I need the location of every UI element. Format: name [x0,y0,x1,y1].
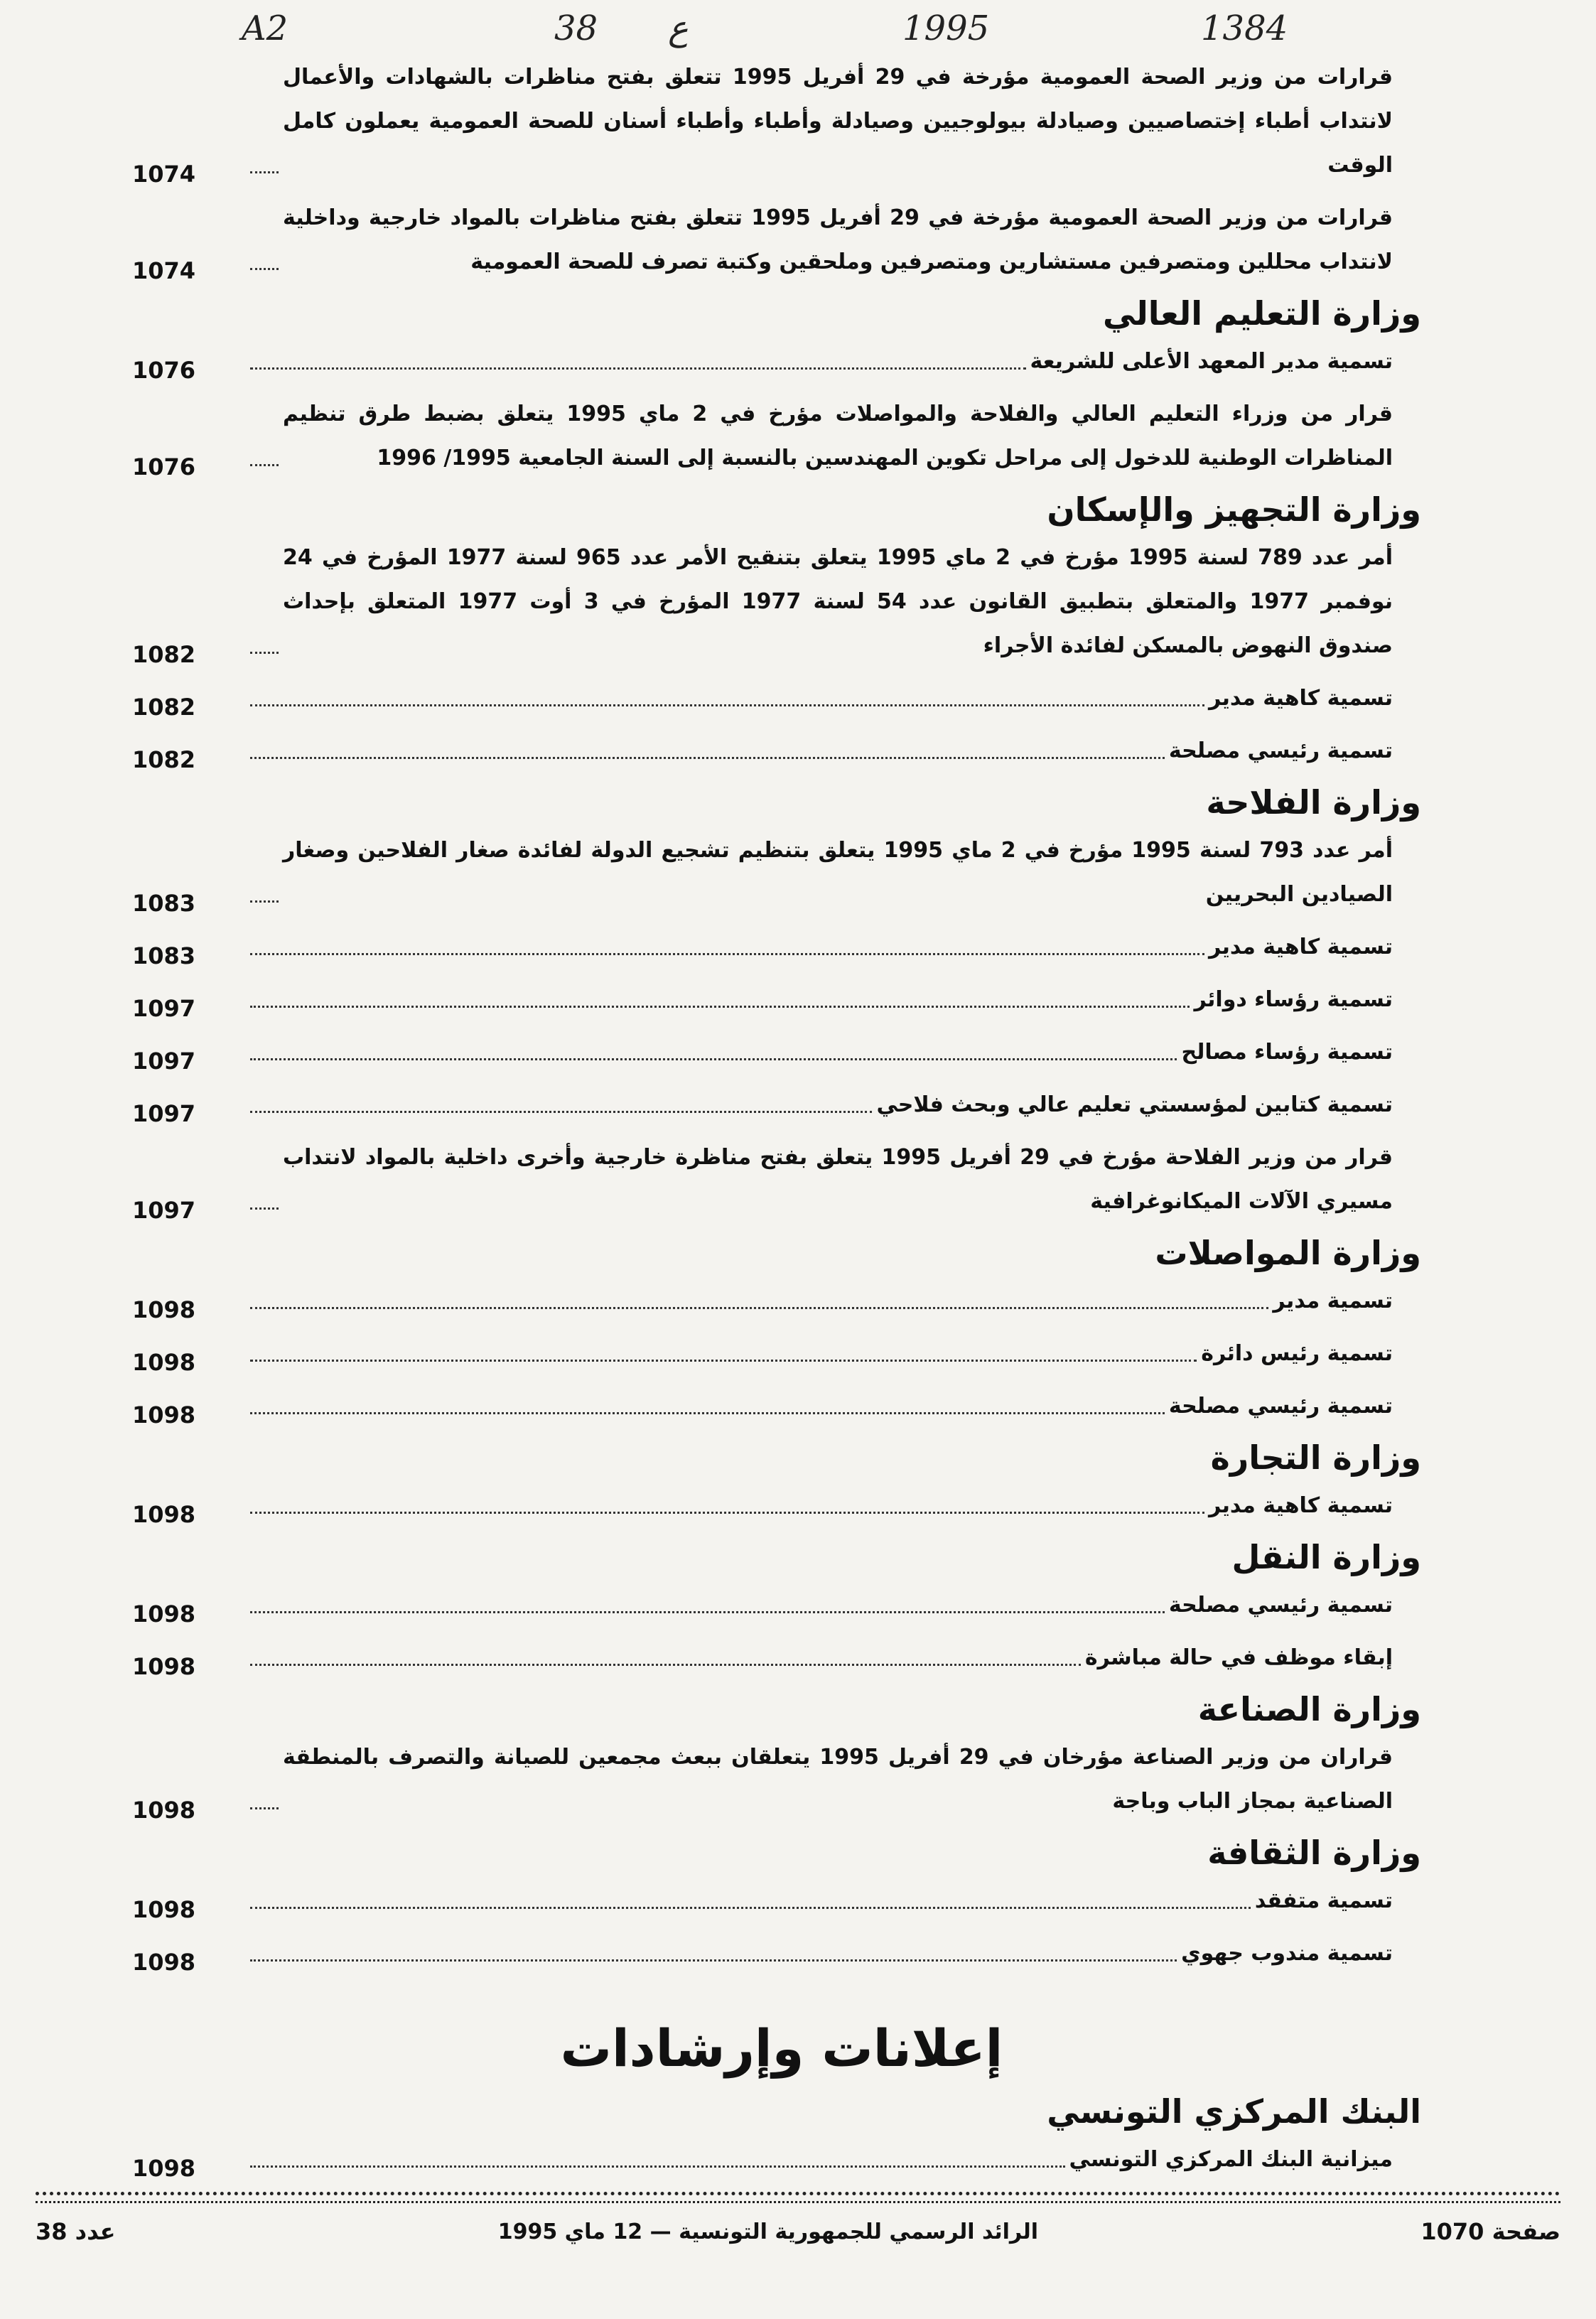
dot-leader [250,1907,1251,1909]
page-reference: 1082 [132,694,196,721]
entry-text: إبقاء موظف في حالة مباشرة [1084,1645,1393,1670]
section-title: وزارة الصناعة [1197,1690,1421,1728]
section-title: وزارة المواصلات [1155,1234,1421,1272]
table-of-contents [128,55,1435,2190]
dot-leader [250,2165,1065,2168]
page-reference: 1098 [132,1653,196,1680]
dot-leader [250,464,279,466]
page-reference: 1083 [132,942,196,969]
ministry-section [128,294,1435,480]
dot-leader [250,1006,1190,1008]
page-reference: 1082 [132,746,196,773]
entry-text: تسمية رئيسي مصلحة [1168,1394,1393,1419]
toc-entry [128,536,1435,668]
dot-leader [250,1111,872,1113]
entry-text: قرارات من وزير الصحة العمومية مؤرخة في 29 أفريل 1995 تتعلق بفتح مناظرات بالمواد خارجية وداخلية لانتداب محللين ومتصرفين مستشارين ومتصرفين وملحقين وكتبة تصرف للصحة العمومية [283,205,1393,274]
dot-leader [250,900,279,903]
dot-leader [250,953,1204,955]
footer-issue-number: عدد 38 [36,2218,116,2245]
toc-entry [128,978,1435,1022]
toc-entry [128,196,1435,284]
ministry-section [128,1234,1435,1428]
toc-entry [128,1484,1435,1528]
dot-leader [250,1664,1081,1666]
ministry-section [128,1438,1435,1528]
entry-text: أمر عدد 793 لسنة 1995 مؤرخ في 2 ماي 1995 يتعلق بتنظيم تشجيع الدولة لفائدة صغار الفلاحين وصغار الصيادين البحريين [283,838,1393,907]
dot-leader [250,367,1026,370]
toc-entry [128,1279,1435,1323]
toc-entry [128,392,1435,480]
entry-text: قرار من وزراء التعليم العالي والفلاحة والمواصلات مؤرخ في 2 ماي 1995 يتعلق بضبط طرق تنظيم المناظرات الوطنية للدخول إلى مراحل تكوين المهندسين بالنسبة إلى السنة الجامعية 1995/ 1996 [283,402,1393,470]
footer-page-number: صفحة 1070 [1420,2218,1560,2245]
page-reference: 1097 [132,995,196,1022]
page-reference: 1098 [132,2155,196,2182]
ministry-section [128,55,1435,284]
entry-text: أمر عدد 789 لسنة 1995 مؤرخ في 2 ماي 1995 يتعلق بتنقيح الأمر عدد 965 لسنة 1977 المؤرخ في 24 نوفمبر 1977 والمتعلق بتطبيق القانون عدد 54 لسنة 1977 المؤرخ في 3 أوت 1977 المتعلق بإحداث صندوق النهوض بالمسكن لفائدة الأجراء [283,545,1393,658]
toc-entry [128,1736,1435,1824]
page-reference: 1082 [132,641,196,668]
entry-text: قراران من وزير الصناعة مؤرخان في 29 أفريل 1995 يتعلقان ببعث مجمعين للصيانة والتصرف بالمنطقة الصناعية بمجاز الباب وباجة [283,1745,1393,1814]
page-reference: 1097 [132,1100,196,1127]
toc-entry [128,1583,1435,1627]
toc-entry [128,340,1435,384]
page-footer [36,2210,1560,2253]
page-reference: 1076 [132,453,196,480]
handwritten-mark-c: ع [668,9,689,48]
page-reference: 1083 [132,890,196,917]
toc-entry [128,55,1435,188]
announcements-title: إعلانات وإرشادات [560,2018,1003,2078]
page-reference: 1098 [132,1797,196,1824]
dot-leader [250,1058,1177,1060]
entry-text: قرارات من وزير الصحة العمومية مؤرخة في 29 أفريل 1995 تتعلق بفتح مناظرات بالشهادات والأعمال لانتداب أطباء إختصاصيين وصيادلة بيولوجيين وصيادلة وأطباء وأطباء أسنان للصحة العمومية يعملون كامل الوقت [283,65,1393,178]
page-reference: 1097 [132,1197,196,1224]
toc-entry [128,1083,1435,1127]
toc-entry [128,1332,1435,1376]
dot-leader [250,704,1204,706]
entry-text: تسمية رئيسي مصلحة [1168,1593,1393,1618]
page-reference: 1074 [132,161,196,188]
dot-leader [250,1307,1268,1309]
ministry-section [128,1538,1435,1680]
toc-entry [128,829,1435,917]
section-title: وزارة التجارة [1210,1438,1421,1477]
toc-entry [128,1879,1435,1923]
section-title: وزارة النقل [1231,1538,1421,1576]
entry-text: تسمية رؤساء مصالح [1181,1040,1393,1065]
toc-entry [128,1136,1435,1224]
entry-text: ميزانية البنك المركزي التونسي [1069,2147,1393,2172]
entry-text: تسمية كاهية مدير [1208,1493,1393,1518]
page-reference: 1074 [132,257,196,284]
entry-text: قرار من وزير الفلاحة مؤرخ في 29 أفريل 1995 يتعلق بفتح مناظرة خارجية وأخرى داخلية بالمواد لانتداب مسيري الآلات الميكانوغرافية [283,1145,1393,1214]
footer-publication: الرائد الرسمي للجمهورية التونسية — 12 ماي 1995 [497,2219,1039,2244]
dot-leader [250,1207,279,1210]
page-reference: 1098 [132,1296,196,1323]
entry-text: تسمية مدير [1273,1288,1393,1313]
toc-entry [128,1932,1435,1976]
toc-entry [128,1636,1435,1680]
dot-leader [250,757,1165,759]
handwritten-mark-b: 38 [554,9,598,48]
page-reference: 1098 [132,1401,196,1428]
page-reference: 1098 [132,1349,196,1376]
handwritten-mark-d: 1995 [902,9,990,48]
section-title: وزارة التجهيز والإسكان [1047,490,1421,529]
entry-text: تسمية رئيسي مصلحة [1168,738,1393,763]
ministry-section [128,1690,1435,1824]
entry-text: تسمية كاهية مدير [1208,935,1393,959]
dot-leader [250,1412,1165,1414]
section-title: وزارة التعليم العالي [1102,294,1421,333]
section-title: وزارة الثقافة [1207,1834,1421,1872]
dot-leader [250,268,279,270]
entry-text: تسمية كاهية مدير [1208,686,1393,711]
dot-leader [250,171,279,173]
entry-text: تسمية كتابين لمؤسستي تعليم عالي وبحث فلاحي [876,1092,1393,1117]
handwritten-mark-e: 1384 [1201,9,1288,48]
section-title: البنك المركزي التونسي [1047,2092,1421,2131]
toc-entry [128,925,1435,969]
toc-entry [128,2138,1435,2182]
ministry-section [128,1834,1435,1976]
dot-leader [250,1360,1197,1362]
toc-entry [128,1031,1435,1075]
page-reference: 1098 [132,1600,196,1627]
page-reference: 1098 [132,1949,196,1976]
ministry-section [128,490,1435,773]
section-title: وزارة الفلاحة [1206,783,1421,822]
toc-entry [128,729,1435,773]
entry-text: تسمية مندوب جهوي [1181,1941,1393,1966]
dot-leader [250,652,279,654]
page-reference: 1097 [132,1048,196,1075]
entry-text: تسمية مدير المعهد الأعلى للشريعة [1030,349,1393,374]
entry-text: تسمية رئيس دائرة [1201,1341,1393,1366]
dot-leader [250,1807,279,1809]
entry-text: تسمية متفقد [1254,1888,1393,1913]
toc-entry [128,677,1435,721]
page-reference: 1098 [132,1896,196,1923]
page-reference: 1076 [132,357,196,384]
footer-divider [36,2192,1560,2203]
dot-leader [250,1959,1177,1962]
ministry-section [128,783,1435,1224]
toc-entry [128,1384,1435,1428]
handwritten-mark-a: A2 [242,9,289,48]
entry-text: تسمية رؤساء دوائر [1194,987,1393,1012]
page-reference: 1098 [132,1501,196,1528]
dot-leader [250,1611,1165,1613]
dot-leader [250,1512,1204,1514]
